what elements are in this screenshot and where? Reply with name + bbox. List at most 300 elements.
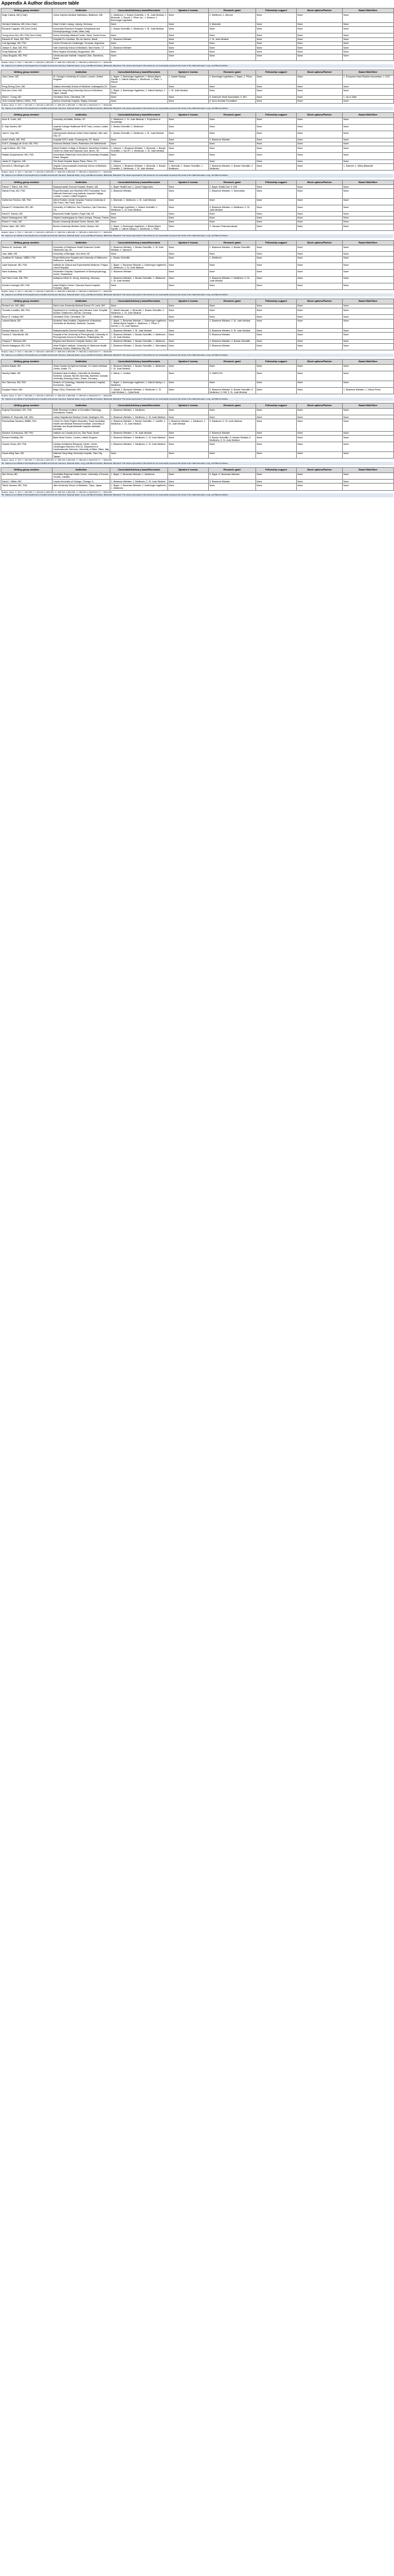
cell-research-grant: 2. Janssen Pharmaceuticals [209,224,256,231]
cell-member: Claudio Tondo, MD, PhD [1,442,53,451]
cell-institution: Hirslanden Hospital, Department of Electrophysiology, Zurich, Switzerland [53,270,110,276]
cell-stock-options: None [297,189,343,198]
cell-fellowship: None [256,256,297,262]
cell-consultant: 1. Bayer; 1. Biosense Webster; 1. Boehringer Ingelheim; 1. Medtronic; 1. St. Jude Medical [111,263,167,269]
column-header-board-other: Board Mbr/Other [343,240,394,245]
cell-speakers-bureau: None [168,484,209,490]
column-header-board-other: Board Mbr/Other [343,9,394,13]
cell-speakers-bureau: 1. Biotronik; 1. Boston Scientific; 1. Medtronic [168,164,209,171]
table-row [1,381,394,387]
cell-fellowship: None [256,33,297,37]
cell-stock-options: None [297,252,343,256]
cell-fellowship: None [256,319,297,328]
cell-stock-options: None [297,216,343,220]
cell-consultant: 1. Biosense Webster; 1. St. Jude Medical [110,431,168,435]
cell-stock-options: None [297,442,343,451]
cell-speakers-bureau: None [168,415,209,419]
column-header-fellowship: Fellowship support [256,360,297,364]
nhlbi-footnote: *Dr. Caputo is an official of the Department of Health and Human Services, National Heart, Lung, and Blood Institute, Bethesda, Maryland. The views expressed in this article do not necessarily represent the views of the National Heart, Lung, and Blood Institute. [1,234,393,238]
cell-institution: Cleveland Clinic, Cleveland, OH [53,315,110,319]
cell-stock-options: None [297,436,343,442]
cell-member: Michel Haissaguerre, MD [1,216,53,220]
cell-speakers-bureau: None [168,333,209,339]
column-header-stock-options: Stock options/Partner [297,404,343,408]
column-header-board-other: Board Mbr/Other [343,180,394,184]
cell-speakers-bureau: None [168,256,209,262]
cell-board-other: None [343,333,394,339]
cell-fellowship: None [256,252,297,256]
cell-member: N.M.S. (Natasja) de Groot, MD, PhD [1,142,53,146]
cell-institution: Virginia Commonwealth University School of Medicine, Richmond, VA [53,164,110,171]
nhlbi-footnote: *Dr. Caputo is an official of the Department of Health and Human Services, National Heart, Lung, and Blood Institute, Bethesda, Maryland. The views expressed in this article do not necessarily represent the views of the National Heart, Lung, and Blood Institute. [1,107,393,111]
cell-board-other: None [343,431,394,435]
cell-member: Eduardo B. Saad, MD, PhD [1,37,53,41]
column-header-board-other: Board Mbr/Other [343,70,394,75]
cell-consultant: 1. Biosense Webster [110,37,168,41]
table-row [1,189,394,198]
cell-board-other: None [343,480,394,484]
cell-board-other: None [343,220,394,224]
cell-board-other: None [343,224,394,231]
cell-stock-options: None [297,220,343,224]
cell-member: Matthew R. Reynolds, MD, MSc [1,415,53,419]
table-row [1,224,394,231]
cell-member: André d'Avila, MD, PhD [1,138,53,142]
cell-fellowship: None [256,245,297,251]
table-row [1,387,394,394]
cell-consultant: None [110,41,168,45]
cell-institution: Beaumont Health System, Royal Oak, MI [53,212,110,216]
cell-fellowship: None [256,419,297,432]
disclosure-table [1,70,394,104]
cell-consultant: None [110,99,168,103]
nhlbi-footnote: *Dr. Caputo is an official of the Department of Health and Human Services, National Heart, Lung, and Blood Institute, Bethesda, Maryland. The views expressed in this article do not necessarily represent the views of the National Heart, Lung, and Blood Institute. [1,174,393,178]
cell-board-other: None [343,415,394,419]
column-header-speakers-bureau: Speakers' bureau [168,468,209,472]
column-header-member: Writing group member [1,468,53,472]
column-header-stock-options: Stock options/Partner [297,9,343,13]
cell-speakers-bureau: None [168,329,209,333]
cell-stock-options: None [297,276,343,283]
column-header-speakers-bureau: Speakers' bureau [168,9,209,13]
column-header-board-other: Board Mbr/Other [343,468,394,472]
cell-board-other: None [343,131,394,138]
cell-fellowship: None [256,371,297,381]
cell-institution: Boston University Medical Center, Boston, MA [53,224,110,231]
cell-fellowship: None [256,308,297,315]
cell-research-grant: None [209,484,256,490]
cell-board-other: None [343,256,394,262]
cell-research-grant: 5. American Heart Association; 5. NIH [209,95,256,99]
cell-institution: Albert Einstein Jewish Hospital, Federal University of São Paulo, São Paulo, Brazil [53,198,110,205]
cell-research-grant: None [209,27,256,33]
cell-speakers-bureau: None [168,142,209,146]
cell-board-other: None [343,54,394,60]
cell-speakers-bureau: None [168,27,209,33]
cell-research-grant: None [209,131,256,138]
cell-board-other: None [343,212,394,216]
cell-fellowship: None [256,131,297,138]
relation-value-note: Relation Value: 0 = $0; 1 = $10,000; 2 = $10,001 to $25,000; 3 = $25,001 to $50,000; 4 = $50,001 to $100,000; 5 = > $100,000 [1,171,112,174]
cell-speakers-bureau: None [168,371,209,381]
cell-research-grant: None [209,304,256,308]
cell-institution: Aarhus University Hospital, Skejby, Denmark [53,99,110,103]
cell-institution: Hospital Pro-Cardiaco, Rio de Janeiro, Brazil [53,37,110,41]
cell-consultant: 1. Bayer; 1. Boehringer Ingelheim; 1. Daiichi Sankyo; 1. Pfizer [110,89,168,95]
cell-stock-options: None [297,37,343,41]
column-header-research-grant: Research grant [209,240,256,245]
cell-speakers-bureau: None [168,138,209,142]
relation-value-note: Relation Value: 0 = $0; 1 = $10,000; 2 = $10,001 to $25,000; 3 = $25,001 to $50,000; 4 = $50,001 to $100,000; 5 = > $100,000 [1,61,112,64]
cell-research-grant: None [209,451,256,458]
cell-speakers-bureau: None [168,37,209,41]
cell-fellowship: None [256,262,297,269]
disclosure-table [1,8,394,61]
cell-research-grant: 2. Medtronic; 2. Atricure [209,13,256,22]
cell-institution: Instituto do Coração (InCor), São Paulo, Brazil [53,431,110,435]
cell-consultant: 1. Boston Scientific; 1. Medtronic [110,124,168,131]
cell-member: D. Wyn Davies, MD [1,124,53,131]
cell-research-grant: 2. Biosense Webster; 2. St. Jude Medical [209,319,256,328]
cell-stock-options: None [297,245,343,251]
cell-fellowship: None [256,117,297,124]
cell-consultant: 1. Medtronic; 1. St. Jude Medical; 1. Projections in Knowledge [110,117,168,124]
cell-member: Francis E. Marchlinski, MD [1,333,53,339]
cell-institution: Montreal Heart Institute, Université de Montréal, Montréal, Canada; McGill University, Montréal, Canada; University Duisburg-Essen, Essen, Germany [53,371,110,381]
cell-member: James R. Edgerton, MD [1,159,53,163]
cell-board-other: None [343,50,394,54]
cell-research-grant: 5. Novo Nordisk Foundation [209,99,256,103]
cell-institution: Centro Privado de Cardiologia, Tucuman, Argentina [53,41,110,45]
cell-fellowship: None [256,13,297,22]
column-header-research-grant: Research grant [209,9,256,13]
cell-institution: University of Michigan, Ann Arbor, MI [53,252,110,256]
cell-consultant: 1. Biosense Webster [110,270,168,276]
cell-speakers-bureau: None [168,262,209,269]
cell-member: Robert H. Helm, MD [1,220,53,224]
cell-research-grant: 5. Biosense Webster; 5. Boston Scientific; 5. Medtronic; 5. NIH; 5. St. Jude Medical [209,387,256,394]
cell-speakers-bureau: None [168,343,209,350]
column-header-research-grant: Research grant [209,360,256,364]
cell-consultant: 1. Biosense Webster; 1. Boston Scientific; 1. Medtronic; 1. St. Jude Medical [110,333,168,339]
column-header-member: Writing group member [1,299,53,304]
cell-stock-options: None [297,75,343,84]
table-row [1,13,394,22]
cell-stock-options: None [297,304,343,308]
cell-institution: Hospital of the University of Pennsylvania, University of Pennsylvania School of Medicine, Philadelphia, PA [53,333,110,339]
cell-board-other: None [343,89,394,95]
cell-speakers-bureau: None [168,381,209,387]
column-header-speakers-bureau: Speakers' bureau [168,113,209,117]
cell-speakers-bureau: 1. St. Jude Medical [168,89,209,95]
cell-fellowship: None [256,124,297,131]
cell-institution: Johns Hopkins Medical Institutions, Baltimore, MD [53,13,110,22]
cell-institution: Heart Rhythm Institute, University of Oklahoma Health Sciences Center, Oklahoma City, OK [53,343,110,350]
cell-fellowship: None [256,146,297,153]
cell-consultant: 1. Bayer; 1. Biosense Webster; 1. Boehringer Ingelheim; 1. Medtronic [111,484,167,490]
cell-board-other: None [343,245,394,251]
cell-research-grant: 5. OMEICOS [209,371,256,381]
cell-consultant: 1. Biosense Webster; 1. Boston Scientific; 1. Medtronic [110,339,168,343]
cell-board-other: None [343,41,394,45]
cell-speakers-bureau: None [168,22,209,26]
cell-speakers-bureau: None [168,364,209,371]
cell-board-other: None [343,484,394,490]
cell-institution: Royal Brompton and Harefield NHS Foundation Trust, National Heart and Lung Institute, Imperial College London, London, United Kingdom [53,189,110,198]
table-row [1,164,394,171]
relation-value-note: Relation Value: 0 = $0; 1 = $10,000; 2 = $10,001 to $25,000; 3 = $25,001 to $50,000; 4 = $50,001 to $100,000; 5 = > $100,000 [1,104,112,107]
cell-research-grant: 1. Biosense Webster; 1. Stereotaxis [209,189,256,198]
cell-speakers-bureau: None [168,84,209,88]
cell-member: Koichiro Kumagai, MD, PhD [1,283,53,289]
cell-stock-options: None [297,484,343,490]
header-row [1,113,394,117]
cell-research-grant: 5. Biosense Webster [209,138,256,142]
cell-research-grant: None [209,124,256,131]
column-header-member: Writing group member [1,360,53,364]
table-row [1,117,394,124]
cell-consultant: None [110,22,168,26]
table-row [1,89,394,95]
cell-consultant: 1. Bayer; 1. Biosense Webster; 1. Boehringer Ingelheim; 1. Bristol-Myers Squibb; 1. Medtronic; 1. Pfizer; 1. Servier; 1. St. Jude Medical [111,320,167,328]
cell-member: John Camm, MD [1,75,53,84]
cell-institution: Indiana University School of Medicine, Indianapolis, IN [53,84,110,88]
cell-institution: State Research Institute of Circulation Pathology, Novosibirsk, Russia [53,408,110,415]
column-header-board-other: Board Mbr/Other [343,113,394,117]
cell-institution: Cleveland Clinic, Cleveland, OH [53,95,110,99]
nhlbi-footnote: *Dr. Caputo is an official of the Department of Health and Human Services, National Heart, Lung, and Blood Institute, Bethesda, Maryland. The views expressed in this article do not necessarily represent the views of the National Heart, Lung, and Blood Institute. [1,493,393,497]
cell-consultant: 1. Medtronic; 1. Boston Scientific; 1. St. Jude Medical; 1. Biotronik; 1. Sanofi; 1. Pfizer Inc.; 1. Atricure; 1. Boehringer Ingelheim [111,13,167,22]
cell-consultant: None [110,304,168,308]
cell-stock-options: None [297,99,343,103]
cell-fellowship: None [256,472,297,479]
cell-board-other: None [343,308,394,315]
cell-research-grant: 1. Medtronic [209,256,256,262]
cell-member: Andrea Natale, MD [1,364,53,371]
cell-board-other: None [343,262,394,269]
cell-research-grant: 5. Biosense Webster [209,343,256,350]
cell-speakers-bureau: None [168,304,209,308]
cell-fellowship: None [256,364,297,371]
cell-stock-options: None [297,387,343,394]
cell-member: Josep Brugada, MD, PhD [1,54,53,60]
table-row [1,308,394,315]
cell-consultant: None [110,212,168,216]
cell-board-other: None [343,436,394,442]
cell-fellowship: None [256,89,297,95]
table-row [1,27,394,33]
column-header-consultant: Consultant/Advisory board/Honoraria [110,9,168,13]
column-header-fellowship: Fellowship support [256,299,297,304]
cell-speakers-bureau: None [168,131,209,138]
cell-speakers-bureau: None [168,33,209,37]
cell-stock-options: None [297,419,343,432]
cell-institution: Erasmus Medical Center, Rotterdam, the Netherlands [53,142,110,146]
cell-speakers-bureau: None [168,189,209,198]
cell-member: Douglas Packer, MD [1,387,53,394]
cell-fellowship: None [256,159,297,163]
cell-institution: Universitair Ziekenhuis Gent (Ghent University Hospital), Ghent, Belgium [53,154,109,159]
cell-research-grant: 2. Biosense Webster; 2. Medtronic; 2. St. Jude Medical [209,276,256,283]
cell-speakers-bureau: None [168,472,209,479]
column-header-institution: Institution [53,180,110,184]
column-header-member: Writing group member [1,180,53,184]
cell-speakers-bureau: None [168,315,209,319]
cell-member: Stanley Nattel, MD [1,371,53,381]
cell-board-other: None [343,276,394,283]
cell-consultant: 1. Biosense Webster; 1. Boston Scientific; 1. St. Jude Medical; 1. VytronUS [110,245,168,251]
cell-consultant: 1. Boston Scientific [110,256,168,262]
cell-member: Young-Hoon Kim, MD, PhD (Vice-Chair) [1,33,53,37]
cell-stock-options: None [297,159,343,163]
column-header-member: Writing group member [1,70,53,75]
cell-research-grant: 5. Biosense Webster; 5. St. Jude Medical [209,329,256,333]
cell-research-grant: None [209,270,256,276]
cell-fellowship: None [256,95,297,99]
column-header-member: Writing group member [1,113,53,117]
cell-speakers-bureau: None [168,270,209,276]
cell-research-grant: 2. Biosense Webster; 2. Boston Scientific; 2. Medtronic [209,164,256,171]
cell-board-other: None [343,371,394,381]
cell-consultant: None [110,220,168,224]
column-header-stock-options: Stock options/Partner [297,113,343,117]
column-header-stock-options: Stock options/Partner [297,360,343,364]
cell-institution: Montreal Heart Institute, Department of Medicine, Université de Montréal, Montréal, Canada [53,319,110,328]
cell-fellowship: None [256,343,297,350]
cell-member: David J. Wilber, MD [1,480,53,484]
cell-member: Hugh Calkins, MD (Chair) [1,13,53,22]
cell-member: Mina K. Chung, MD [1,95,53,99]
cell-consultant: None [110,54,168,60]
column-header-speakers-bureau: Speakers' bureau [168,360,209,364]
column-header-stock-options: Stock options/Partner [297,299,343,304]
cell-member: Elaine Hylek, MD, MPH [1,224,53,231]
cell-stock-options: None [297,212,343,216]
cell-institution: Asklepios Klinik St. Georg, Hamburg, Germany [53,276,110,283]
column-header-fellowship: Fellowship support [256,113,297,117]
cell-speakers-bureau: None [168,408,209,415]
cell-member: Sabine Ernst, MD, PhD [1,189,53,198]
table-row [1,364,394,371]
cell-board-other: None [343,381,394,387]
cell-stock-options: None [297,381,343,387]
cell-stock-options: None [297,329,343,333]
column-header-research-grant: Research grant [209,180,256,184]
cell-member: Gregory F. Michaud, MD [1,339,53,343]
cell-research-grant: None [209,46,256,50]
disclosure-table [1,112,394,171]
cell-stock-options: None [297,472,343,479]
cell-research-grant: None [209,142,256,146]
column-header-fellowship: Fellowship support [256,240,297,245]
cell-stock-options: None [297,153,343,159]
cell-research-grant: None [209,159,256,163]
cell-institution: Massachusetts General Hospital, Boston, MA [53,184,110,188]
cell-stock-options: None [297,333,343,339]
column-header-speakers-bureau: Speakers' bureau [168,299,209,304]
cell-research-grant: None [209,442,256,451]
column-header-consultant: Consultant/Advisory board/Honoraria [110,360,168,364]
cell-board-other: None [343,37,394,41]
cell-fellowship: None [256,216,297,220]
column-header-fellowship: Fellowship support [256,404,297,408]
cell-fellowship: None [256,189,297,198]
cell-consultant: None [110,84,168,88]
disclosure-table [1,299,394,350]
cell-fellowship: None [256,37,297,41]
cell-consultant: 1. Biosense Webster [110,189,168,198]
header-row [1,9,394,13]
cell-stock-options: None [297,319,343,328]
disclosure-table [1,403,394,459]
cell-fellowship: None [256,381,297,387]
cell-consultant: 1. Biosense Webster; 1. Boston Scientific; 1. Medtronic; 1. St. Jude Medical [110,276,168,283]
cell-institution: National Yang Ming University Hospital, Yilan City, Taiwan [53,451,110,458]
cell-board-other: None [343,364,394,371]
table-row [1,408,394,415]
cell-research-grant: 5. Medtronic; 5. St. Jude Medical [209,419,256,432]
cell-board-other: None [343,283,394,289]
cell-fellowship: None [256,415,297,419]
header-row [1,180,394,184]
cell-speakers-bureau: None [168,308,209,315]
nhlbi-footnote: *Dr. Caputo is an official of the Department of Health and Human Services, National Heart, Lung, and Blood Institute, Bethesda, Maryland. The views expressed in this article do not necessarily represent the views of the National Heart, Lung, and Blood Institute. [1,398,393,402]
cell-speakers-bureau: None [168,276,209,283]
column-header-member: Writing group member [1,9,53,13]
column-header-board-other: Board Mbr/Other [343,360,394,364]
header-row [1,299,394,304]
cell-speakers-bureau: None [168,205,209,211]
relation-value-note: Relation Value: 0 = $0; 1 = $10,000; 2 = $10,001 to $25,000; 3 = $25,001 to $50,000; 4 = $50,001 to $100,000; 5 = > $100,000 [1,459,112,462]
cell-research-grant: 2. Boehringer Ingelheim; 2. Bayer; 2. Pfizer [209,75,256,84]
column-header-speakers-bureau: Speakers' bureau [168,404,209,408]
cell-speakers-bureau: None [168,124,209,131]
cell-consultant: 1. Biosense Webster; 1. Medtronic; 1. St. Jude Medical [110,442,168,451]
cell-member: Kenneth A. Ellenbogen, MD [1,164,53,171]
cell-stock-options: None [297,84,343,88]
cell-fellowship: None [256,408,297,415]
cell-member: Hiroshi Nakagawa, MD, PhD [1,343,53,350]
disclosure-tables [0,8,394,497]
cell-fellowship: None [256,339,297,343]
cell-research-grant: None [209,283,256,289]
table-row [1,75,394,84]
cell-stock-options: None [297,95,343,99]
column-header-institution: Institution [53,360,110,364]
table-row [1,283,394,289]
cell-member: Teiichi Yamane, MD, PhD [1,484,53,490]
table-row [1,99,394,103]
cell-stock-options: None [297,124,343,131]
cell-board-other: None [343,22,394,26]
cell-institution: Barts Heart Centre, London, United Kingdom [53,436,110,442]
cell-consultant: 1. Bayer HealthCare; 1. Quest Diagnostics [110,184,168,188]
column-header-research-grant: Research grant [209,113,256,117]
cell-member: Vinay Badhwar, MD [1,50,53,54]
cell-member: Guilherme Fenelon, MD, PhD [1,198,53,205]
cell-consultant: 1. Medtronic [110,315,168,319]
cell-consultant: 1. Boston Scientific; 1. Medtronic; 1. St. Jude Medical [110,27,168,33]
cell-fellowship: None [256,138,297,142]
cell-institution: Centre for Heart Rhythm Disorders, South Australian Health and Medical Research Institute, University of Adelaide and Royal Adelaide Hospital, Adelaide, Australia [53,419,110,432]
cell-consultant: 1. Bayer; 1. Biosense Webster; 1. Medtronic [110,472,168,479]
cell-consultant: 1. Abbott; 1. Biosense Webster; 1. Medtronic; 1. St. Jude Medical; 1. CyberHeart [110,387,168,394]
cell-institution: Saint Louis University Medical School, St. Louis, MO [53,304,110,308]
cell-speakers-bureau: None [168,245,209,251]
cell-consultant: 1. Bayer; 1. Boehringer Ingelheim; 1. Bristol-Myers Squibb; 1. Daiichi Sankyo; 1. Medtronic; 1. Pfizer [110,224,168,231]
cell-institution: St. George's University of London, London, United Kingdom [53,75,110,84]
cell-fellowship: None [256,436,297,442]
